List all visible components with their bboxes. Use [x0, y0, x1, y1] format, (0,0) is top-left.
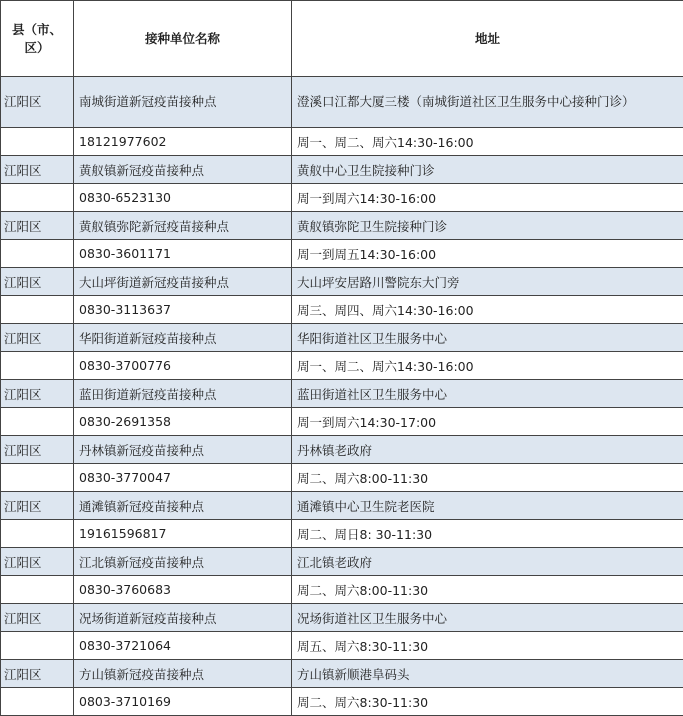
phone-cell: 18121977602	[74, 128, 292, 156]
table-row	[1, 156, 683, 184]
table-row	[1, 632, 683, 660]
county-cell: 江阳区	[1, 604, 74, 632]
unit-name-cell: 蓝田街道新冠疫苗接种点	[74, 380, 292, 408]
hours-cell: 周一到周六14:30-17:00	[292, 408, 683, 436]
county-cell: 江阳区	[1, 268, 74, 296]
empty-cell	[1, 576, 74, 604]
table-row	[1, 212, 683, 240]
table-row	[1, 240, 683, 268]
empty-cell	[1, 128, 74, 156]
address-cell: 华阳街道社区卫生服务中心	[292, 324, 683, 352]
hours-cell: 周二、周六8:00-11:30	[292, 464, 683, 492]
empty-cell	[1, 352, 74, 380]
phone-cell: 0830-3700776	[74, 352, 292, 380]
county-cell: 江阳区	[1, 548, 74, 576]
empty-cell	[1, 296, 74, 324]
phone-cell: 19161596817	[74, 520, 292, 548]
address-cell: 况场街道社区卫生服务中心	[292, 604, 683, 632]
county-cell: 江阳区	[1, 77, 74, 128]
table-row	[1, 436, 683, 464]
table-row	[1, 548, 683, 576]
address-cell: 方山镇新顺港阜码头	[292, 660, 683, 688]
empty-cell	[1, 632, 74, 660]
empty-cell	[1, 464, 74, 492]
header-row	[1, 1, 683, 77]
unit-name-cell: 南城街道新冠疫苗接种点	[74, 77, 292, 128]
phone-cell: 0830-3601171	[74, 240, 292, 268]
unit-name-cell: 方山镇新冠疫苗接种点	[74, 660, 292, 688]
unit-name-cell: 丹林镇新冠疫苗接种点	[74, 436, 292, 464]
phone-cell: 0830-3113637	[74, 296, 292, 324]
county-cell: 江阳区	[1, 324, 74, 352]
empty-cell	[1, 240, 74, 268]
table-row	[1, 660, 683, 688]
unit-name-cell: 华阳街道新冠疫苗接种点	[74, 324, 292, 352]
address-cell: 澄溪口江都大厦三楼（南城街道社区卫生服务中心接种门诊）	[292, 77, 683, 128]
table-row	[1, 128, 683, 156]
address-cell: 大山坪安居路川警院东大门旁	[292, 268, 683, 296]
phone-cell: 0830-3721064	[74, 632, 292, 660]
unit-name-cell: 大山坪街道新冠疫苗接种点	[74, 268, 292, 296]
hours-cell: 周五、周六8:30-11:30	[292, 632, 683, 660]
table-row	[1, 576, 683, 604]
table-row	[1, 324, 683, 352]
address-cell: 江北镇老政府	[292, 548, 683, 576]
table-body	[1, 77, 683, 716]
address-cell: 通滩镇中心卫生院老医院	[292, 492, 683, 520]
hours-cell: 周一、周二、周六14:30-16:00	[292, 352, 683, 380]
county-cell: 江阳区	[1, 660, 74, 688]
table-row	[1, 464, 683, 492]
table-row	[1, 184, 683, 212]
table-row	[1, 688, 683, 716]
hours-cell: 周三、周四、周六14:30-16:00	[292, 296, 683, 324]
unit-name-cell: 黄舣镇新冠疫苗接种点	[74, 156, 292, 184]
table-row	[1, 296, 683, 324]
county-cell: 江阳区	[1, 212, 74, 240]
header-unit: 接种单位名称	[74, 1, 292, 77]
unit-name-cell: 黄舣镇弥陀新冠疫苗接种点	[74, 212, 292, 240]
county-cell: 江阳区	[1, 156, 74, 184]
address-cell: 蓝田街道社区卫生服务中心	[292, 380, 683, 408]
address-cell: 黄舣镇弥陀卫生院接种门诊	[292, 212, 683, 240]
phone-cell: 0803-3710169	[74, 688, 292, 716]
county-cell: 江阳区	[1, 380, 74, 408]
phone-cell: 0830-2691358	[74, 408, 292, 436]
table-row	[1, 604, 683, 632]
hours-cell: 周二、周六8:30-11:30	[292, 688, 683, 716]
empty-cell	[1, 688, 74, 716]
header-address: 地址	[292, 1, 683, 77]
empty-cell	[1, 184, 74, 212]
phone-cell: 0830-3760683	[74, 576, 292, 604]
header-county: 县（市、区）	[1, 1, 74, 77]
table-row	[1, 268, 683, 296]
empty-cell	[1, 520, 74, 548]
address-cell: 黄舣中心卫生院接种门诊	[292, 156, 683, 184]
table-row	[1, 380, 683, 408]
hours-cell: 周二、周六8:00-11:30	[292, 576, 683, 604]
table-row	[1, 520, 683, 548]
table-row	[1, 492, 683, 520]
hours-cell: 周一到周五14:30-16:00	[292, 240, 683, 268]
table-row	[1, 77, 683, 128]
table-row	[1, 352, 683, 380]
county-cell: 江阳区	[1, 492, 74, 520]
hours-cell: 周一、周二、周六14:30-16:00	[292, 128, 683, 156]
unit-name-cell: 况场街道新冠疫苗接种点	[74, 604, 292, 632]
hours-cell: 周二、周日8: 30-11:30	[292, 520, 683, 548]
empty-cell	[1, 408, 74, 436]
address-cell: 丹林镇老政府	[292, 436, 683, 464]
county-cell: 江阳区	[1, 436, 74, 464]
phone-cell: 0830-6523130	[74, 184, 292, 212]
table-row	[1, 408, 683, 436]
unit-name-cell: 通滩镇新冠疫苗接种点	[74, 492, 292, 520]
unit-name-cell: 江北镇新冠疫苗接种点	[74, 548, 292, 576]
hours-cell: 周一到周六14:30-16:00	[292, 184, 683, 212]
phone-cell: 0830-3770047	[74, 464, 292, 492]
